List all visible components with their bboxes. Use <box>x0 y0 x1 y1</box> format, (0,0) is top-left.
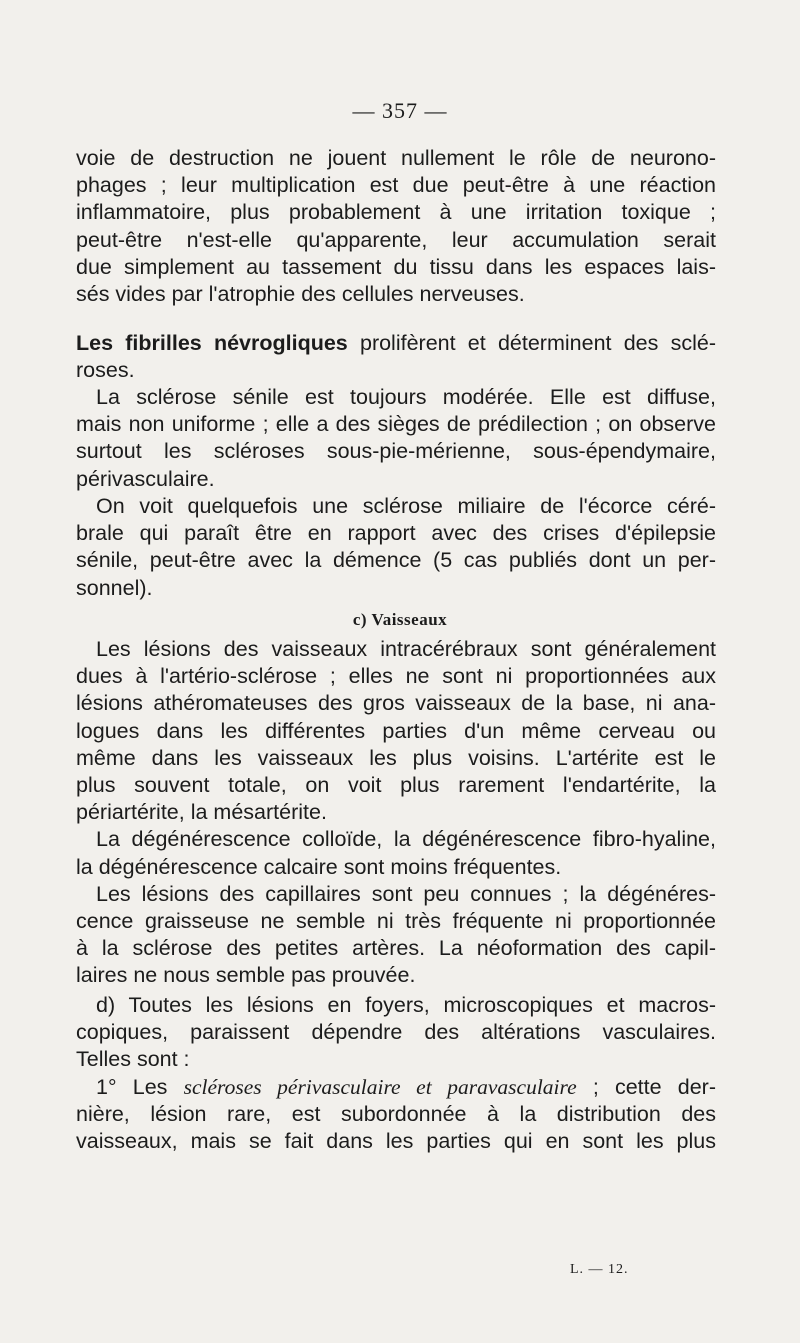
text-line: la dégénérescence calcaire sont moins fréquentes. <box>76 854 562 879</box>
section-heading: c) Vaisseaux <box>352 610 448 629</box>
text-line <box>76 1074 716 1101</box>
text-line: à la sclérose des petites artères. La néoformation des capil- <box>76 936 716 961</box>
text-line: nière, lésion rare, est subordonnée à la distribution des <box>76 1101 716 1126</box>
text-line: brale qui paraît être en rapport avec des crises d'épilepsie <box>76 521 716 546</box>
text-span: Toutes les lésions en foyers <box>128 993 424 1017</box>
text-line <box>76 330 716 357</box>
text-line: Telles sont : <box>76 1047 190 1072</box>
list-marker: d) <box>96 993 129 1017</box>
italic-term: scléroses périvasculaire et paravasculaire <box>183 1074 577 1099</box>
text-line: sés vides par l'atrophie des cellules nerveuses. <box>76 282 525 307</box>
paragraph-neuronophages <box>76 145 716 308</box>
paragraph-lesions-foyers <box>76 992 716 1155</box>
text-line: sénile, peut-être avec la démence (5 cas publiés dont un per- <box>76 548 716 573</box>
text-line: roses. <box>76 358 135 383</box>
text-line: laires ne nous semble pas prouvée. <box>76 963 416 988</box>
text-line: La dégénérescence colloïde, la dégénérescence fibro-hyaline, <box>96 827 716 852</box>
paragraph-fibrilles <box>76 330 716 384</box>
text-line: sonnel). <box>76 575 153 600</box>
page-number: — 357 — <box>352 98 448 123</box>
text-line: On voit quelquefois une sclérose miliaire de l'écorce céré- <box>96 494 716 518</box>
text-line: vaisseaux, mais se fait dans les parties qui en sont les plus <box>76 1129 716 1154</box>
text-line: dues à l'artério-sclérose ; elles ne sont ni proportionnées aux <box>76 664 716 689</box>
text-line: Les lésions des capillaires sont peu connues ; la dégénéres- <box>96 881 716 906</box>
text-line: voie de destruction ne jouent nullement le rôle de neurono- <box>76 146 716 170</box>
text-line: logues dans les différentes parties d'un même cerveau ou <box>76 718 716 743</box>
text-line: Les lésions des vaisseaux intracérébraux sont généralement <box>96 637 716 661</box>
text-line: phages ; leur multiplication est due peut-être à une réaction <box>76 173 716 198</box>
text-line: même dans les vaisseaux les plus voisins. L'artérite est le <box>76 745 716 770</box>
list-number: 1° Les <box>96 1074 184 1099</box>
text-line: plus souvent totale, on voit plus rarement l'endartérite, la <box>76 773 716 798</box>
text-line: copiques, paraissent dépendre des altérations vasculaires. <box>76 1020 716 1045</box>
text-span: prolifèrent et déterminent des sclé- <box>347 331 716 355</box>
paragraph-vaisseaux <box>76 636 716 990</box>
paragraph-sclerose-miliaire <box>76 493 716 602</box>
text-line: La sclérose sénile est toujours modérée. Elle est diffuse, <box>96 385 716 409</box>
text-line: due simplement au tassement du tissu dans les espaces lais- <box>76 254 716 279</box>
text-span: , microscopiques et macros- <box>423 993 716 1017</box>
bold-term: Les fibrilles névrogliques <box>76 331 348 355</box>
text-line: surtout les scléroses sous-pie-mérienne, sous-épendymaire, <box>76 439 716 464</box>
signature-mark: L. — 12. <box>570 1262 629 1277</box>
text-line: mais non uniforme ; elle a des sièges de prédilection ; on observe <box>76 412 716 437</box>
text-line <box>76 992 716 1019</box>
text-line: périvasculaire. <box>76 466 215 491</box>
paragraph-sclerose-senile <box>76 384 716 493</box>
text-line: peut-être n'est-elle qu'apparente, leur accumulation serait <box>76 227 716 252</box>
text-line: inflammatoire, plus probablement à une irritation toxique ; <box>76 200 716 225</box>
text-span: ; cette der- <box>576 1074 716 1099</box>
text-line: cence graisseuse ne semble ni très fréquente ni proportionnée <box>76 909 716 934</box>
text-line: périartérite, la mésartérite. <box>76 800 327 825</box>
text-line: lésions athéromateuses des gros vaisseaux de la base, ni ana- <box>76 691 716 716</box>
